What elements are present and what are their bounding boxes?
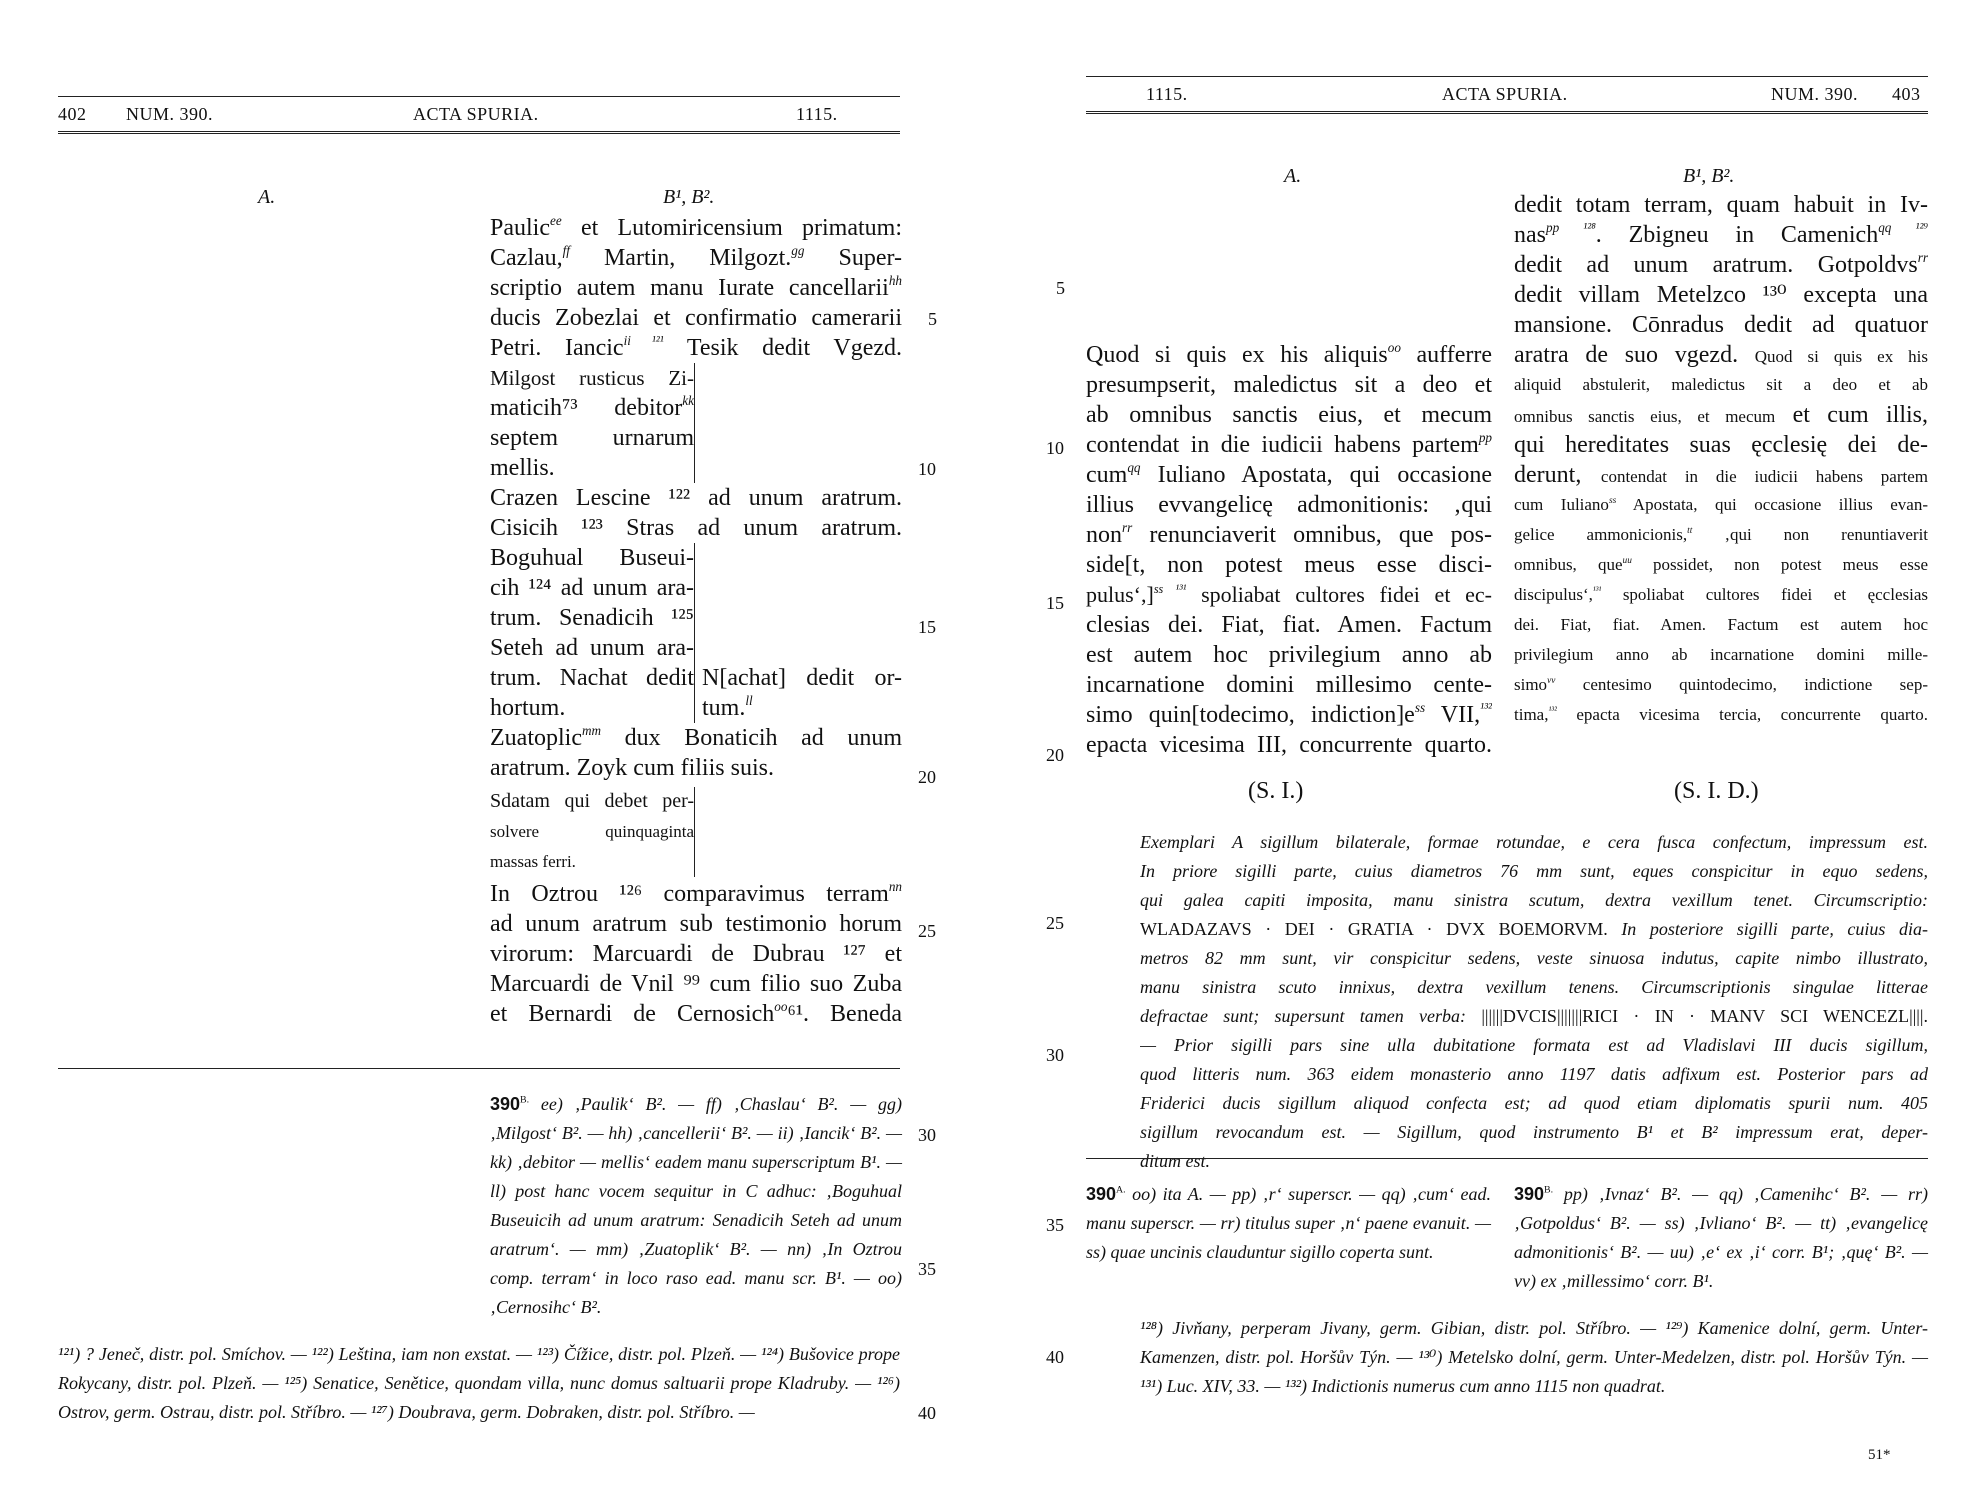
line-number: 20 — [1046, 745, 1064, 765]
line-number: 5 — [928, 309, 937, 329]
line-number: 30 — [1046, 1045, 1064, 1065]
line-number: 40 — [1046, 1347, 1064, 1367]
left-footnote-rule — [58, 1068, 900, 1069]
right-page — [1000, 0, 1978, 1500]
text-line: Paulic$^{ee}$ et Lutomiricensium primatum: — [490, 213, 902, 241]
signature-mark: 51* — [1868, 1447, 1891, 1463]
line-number: 10 — [1046, 438, 1064, 458]
left-page-number: 402 — [58, 104, 87, 124]
line-number: 5 — [1056, 278, 1065, 298]
text-line: Cazlau,$^{ff}$ Martin, Milgozt.$^{gg}$ Super- — [490, 243, 902, 271]
right-year: 1115. — [1146, 84, 1188, 104]
left-running-head — [58, 96, 900, 134]
right-apparatus-a: $390^{A.}$ oo) ita A. — pp) ‚r‘ superscr. — qq) ‚cum‘ ead. manu superscr. — rr) titulus super ‚n‘ paene evanuit. — ss) quae uncinis clauduntur sigillo coperta sunt. — [1086, 1184, 1491, 1262]
text-line: In Oztrou ¹²⁶ comparavimus terram$^{nn}$ — [490, 879, 902, 907]
text-line: Crazen Lescine ¹²² ad unum aratrum. — [490, 485, 902, 511]
seal-mark-b: (S. I. D.) — [1674, 778, 1759, 804]
text-line: virorum: Marcuardi de Dubrau ¹²⁷ et — [490, 941, 902, 967]
inset-box-milgost: Milgost rusticus Zi- maticih⁷³ debitor$^{kk}$ septem urnarum mellis. — [490, 363, 695, 483]
line-number: 35 — [918, 1259, 936, 1279]
text-line: Cisicih ¹²³ Stras ad unum aratrum. — [490, 515, 902, 541]
left-title: ACTA SPURIA. — [413, 104, 539, 124]
right-title: ACTA SPURIA. — [1442, 84, 1568, 104]
line-number: 25 — [1046, 913, 1064, 933]
line-number: 20 — [918, 767, 936, 787]
text-line: aratrum. Zoyk cum filiis suis. — [490, 755, 774, 781]
right-apparatus-b: $390^{B.}$ pp) ‚Ivnaz‘ B². — qq) ‚Camenihc‘ B². — rr) ‚Gotpoldus‘ B². — ss) ‚Ivliano‘ B². — tt) ‚evangelicę admonitionis‘ B². — uu) ‚e‘ ex ‚i‘ corr. B¹; ‚quę‘ B². — vv) ex ‚millessimo‘ corr. B¹. — [1514, 1184, 1929, 1291]
right-b-text: dedit totam terram, quam habuit in Iv- nas$^{pp ^{128}}$. Zbigneu in Camenich$^{qq ^{129}}$ dedit ad unum aratrum. Gotpoldvs$^{rr}$ dedit villam Metelzco ¹³⁰ excepta una mansione. Cōnradus dedit ad quatuor aratra de suo vgezd. Quod si quis ex his aliquid abstulerit, maledictus sit a deo et ab omnibus sanctis eius, et mecum et cum illis, qui hereditates suas ęcclesię dei de- derunt, contendat in die iudicii habens partem cum Iuliano$^{ss}$ Apostata, qui occasione illius evan- gelice ammonicionis,$^{tt}$ ‚qui non renuntiaverit omnibus, que$^{uu}$ possidet, non potest meus esse discipulus‘,$^{^{131}}$ spoliabat cultores fidei et ęcclesias dei. Fiat, fiat. Amen. Factum est autem hoc privilegium anno ab incarnatione domini mille- simo$^{vv}$ centesimo quintodecimo, indictione sep- tima,$^{^{132}}$ epacta vicesima tercia, concurrente quarto. — [1514, 192, 1928, 724]
line-number: 25 — [918, 921, 936, 941]
text-line: ad unum aratrum sub testimonio horum — [490, 911, 902, 937]
text-line: Zuatoplic$^{mm}$ dux Bonaticih ad unum — [490, 723, 902, 751]
text-line: Marcuardi de Vnil ⁹⁹ cum filio suo Zuba — [490, 971, 902, 997]
left-column-a-label: A. — [258, 186, 276, 208]
left-year: 1115. — [796, 104, 838, 124]
line-number: 40 — [918, 1403, 936, 1423]
right-page-number: 403 — [1892, 84, 1921, 104]
right-a-text: Quod si quis ex his aliquis$^{oo}$ aufferre presumpserit, maledictus sit a deo et ab omnibus sanctis eius, et mecum contendat in die iudicii habens partem$^{pp}$ cum$^{qq}$ Iuliano Apostata, qui occasione illius evvangelicę admonitionis: ‚qui non$^{rr}$ renunciaverit omnibus, que pos- side[t, non potest meus esse disci- pulus‘,]$^{ss ^{131}}$ spoliabat cultores fidei et ec- clesias dei. Fiat, fiat. Amen. Factum est autem hoc privilegium anno ab incarnatione domini millesimo cente- simo quin[todecimo, $indiction]e^{ss}$ VII,$^{^{132}}$ epacta vicesima III, concurrente quarto. — [1086, 340, 1492, 758]
seal-mark-a: (S. I.) — [1248, 778, 1304, 804]
left-historical-notes: ¹²¹) ? Jeneč, distr. pol. Smíchov. — ¹²²) Leština, iam non exstat. — ¹²³) Čížice, distr. pol. Plzeň. — ¹²⁴) Bušovice prope Rokycany, distr. pol. Plzeň. — ¹²⁵) Senatice, Senětice, quondam villa, nunc domus saltuarii prope Kladruby. — ¹²⁶) Ostrov, germ. Ostrau, distr. pol. Stříbro. — ¹²⁷) Doubrava, germ. Dobraken, distr. pol. Stříbro. — — [58, 1344, 900, 1422]
left-b-text — [490, 213, 902, 1029]
line-number: 15 — [1046, 593, 1064, 613]
text-line: scriptio autem manu Iurate cancellarii$^{hh}$ — [490, 273, 902, 301]
right-column-b-label: B¹, B². — [1683, 165, 1735, 187]
inset-box-boguhual: Boguhual Buseui- cih ¹²⁴ ad unum ara- trum. Senadicih ¹²⁵ Seteh ad unum ara- trum. Nachat dedit hortum. N[achat] dedit or- tum.$^{ll}$ — [490, 545, 902, 721]
inset-box-sdatam: Sdatam qui debet per- solvere quinquaginta massas ferri. — [490, 787, 695, 877]
right-column-a-label: A. — [1284, 165, 1302, 187]
left-critical-apparatus: $390^{B.}$ ee) ‚Paulik‘ B². — ff) ‚Chaslau‘ B². — gg) ‚Milgost‘ B². — hh) ‚cancellerii‘ B². — ii) ‚Iancik‘ B². — kk) ‚debitor — mellis‘ eadem manu superscriptum B¹. — ll) post hanc vocem sequitur in C adhuc: ‚Boguhual Buseuicih ad unum aratrum: Senadicih Seteh ad unum aratrum‘. — mm) ‚Zuatoplik‘ B². — nn) ‚In Oztrou comp. terram‘ in loco raso ead. manu scr. B¹. — oo) ‚Cernosihc‘ B². — [490, 1094, 902, 1317]
text-line: et Bernardi de Cernosich$^{oo}$⁶¹. Beneda — [490, 999, 902, 1027]
line-number: 35 — [1046, 1215, 1064, 1235]
left-column-b-label: B¹, B². — [663, 186, 715, 208]
right-historical-notes: ¹²⁸) Jivňany, perperam Jivany, germ. Gibian, distr. pol. Stříbro. — ¹²⁹) Kamenice dolní, germ. Unter-Kamenzen, distr. pol. Horšův Týn. — ¹³⁰) Metelsko dolní, germ. Unter-Medelzen, distr. pol. Horšův Týn. — ¹³¹) Luc. XIV, 33. — ¹³²) Indictionis numerus cum anno 1115 non quadrat. — [1140, 1318, 1928, 1396]
right-number-label: NUM. 390. — [1771, 84, 1859, 104]
line-number: 10 — [918, 459, 936, 479]
left-number-label: NUM. 390. — [126, 104, 214, 124]
left-page — [0, 0, 980, 1500]
right-footnote-rule — [1086, 1158, 1928, 1159]
text-line: Petri. Iancic$^{ii ^{121}}$ Tesik dedit Vgezd. — [490, 333, 902, 361]
line-number: 15 — [918, 617, 936, 637]
right-running-head — [1086, 76, 1928, 114]
seal-description: Exemplari A sigillum bilaterale, formae rotundae, e cera fusca confectum, impressum est. In priore sigilli parte, cuius diametros 76 mm sunt, eques conspicitur in equo sedens, qui galea capiti imposita, manu sinistra scutum, dextra vexillum tenet. Circumscriptio: WLADAZAVS · DEI · GRATIA · DVX BOEMORVM. In posteriore sigilli parte, cuius dia- metros 82 mm sunt, vir conspicitur sedens, veste sinuosa indutus, capite nimbo illustrato, manu sinistra scuto innixus, dextra vexillum tenens. Circumscriptionis singulae litterae defractae sunt; supersunt tamen verba: ||||||DVCIS|||||||RICI · IN · MANV SCI WENCEZL||||. — Prior sigilli pars sine ulla dubitatione formata est ad Vladislavi III ducis sigillum, quod litteris num. 363 eidem monasterio anno 1197 datis adfixum est. Posterior pars ad Friderici ducis sigillum aliquod confecta est; ad quod etiam diplomatis spurii num. 405 sigillum revocandum est. — Sigillum, quod instrumento B¹ et B² impressum erat, deper- ditum est. — [1140, 832, 1928, 1171]
text-line: ducis Zobezlai et confirmatio camerarii — [490, 305, 902, 331]
line-number: 30 — [918, 1125, 936, 1145]
